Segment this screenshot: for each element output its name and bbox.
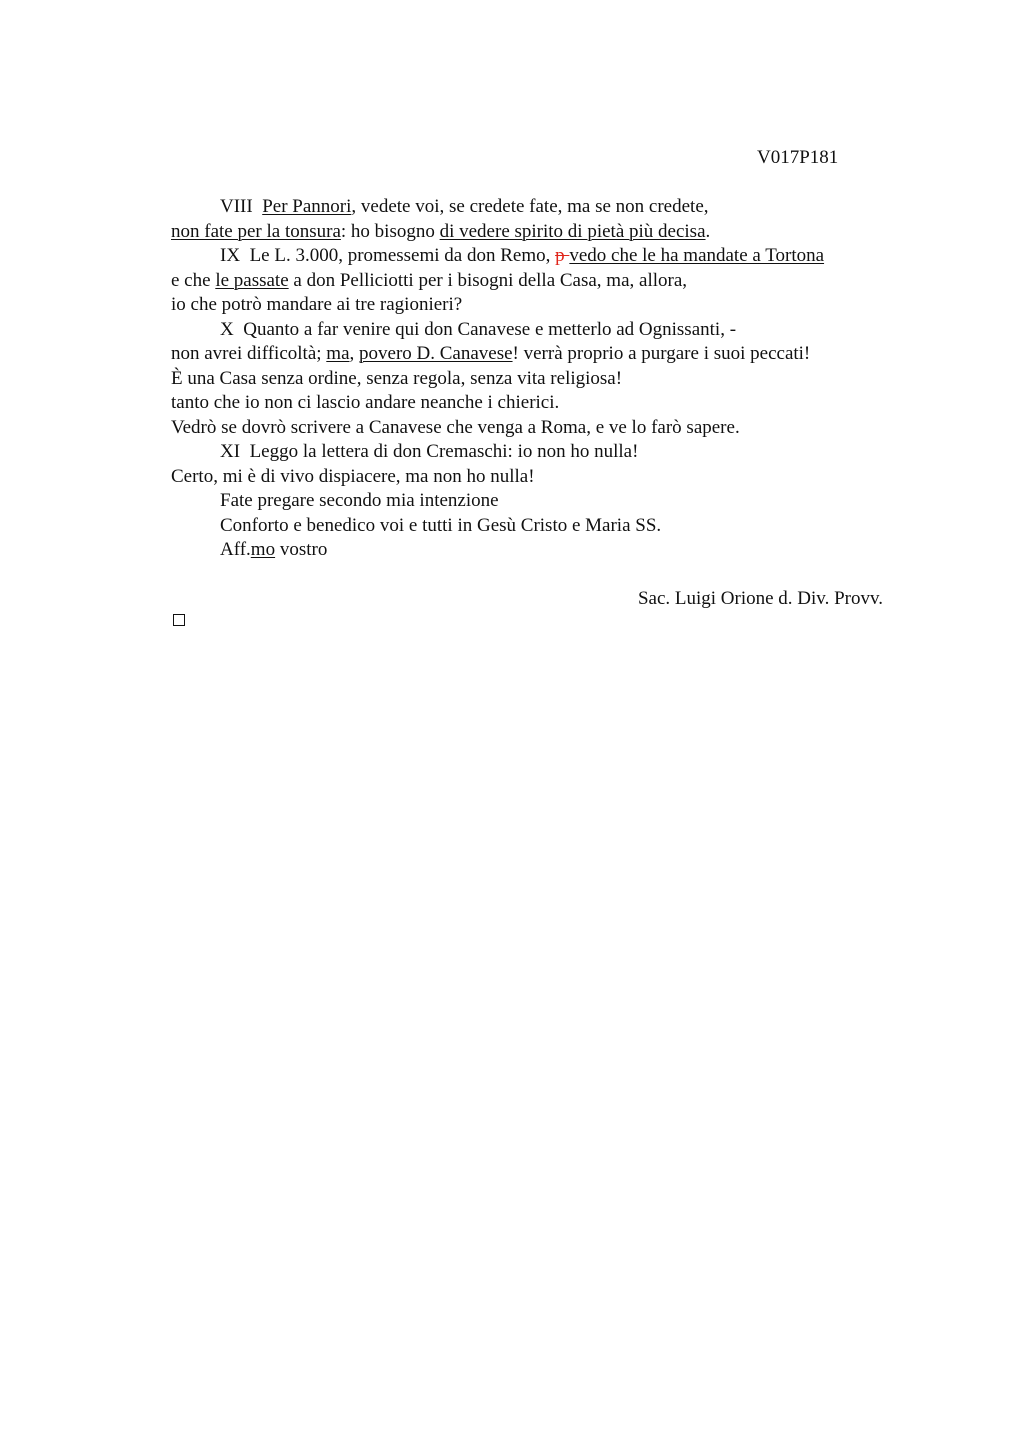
hollow-square-icon <box>173 614 185 626</box>
text-segment: ! verrà proprio a purgare i suoi peccati! <box>512 343 811 364</box>
underlined-le-passate: le passate <box>215 269 289 291</box>
text-segment: , <box>349 343 360 364</box>
section-number-ix: IX <box>220 245 241 266</box>
text-segment: Quanto a far venire qui don Canavese e metterlo ad Ognissanti, - <box>243 318 737 340</box>
letter-body <box>171 195 931 612</box>
paragraph-ix-line-2 <box>171 269 931 294</box>
text-segment: tanto che io non ci lascio andare neanche i chierici. <box>171 392 560 413</box>
text-segment: Le L. 3.000, promessemi da don Remo, <box>249 245 556 266</box>
text-segment: Aff. <box>220 539 251 560</box>
text-segment: non avrei difficoltà; <box>171 343 327 364</box>
paragraph-x-line-1 <box>171 318 931 343</box>
text-segment: e che <box>171 269 216 291</box>
text-segment: io che potrò mandare ai tre ragionieri? <box>171 294 463 315</box>
closing-line-prayer <box>171 489 931 514</box>
paragraph-xi-line-1 <box>171 440 931 465</box>
closing-line-valediction <box>171 538 931 563</box>
underlined-mo: mo <box>250 539 276 560</box>
text-segment: : ho bisogno <box>340 220 440 242</box>
text-segment: Conforto e benedico voi e tutti in Gesù Cristo e Maria SS. <box>220 514 662 536</box>
section-number-x: X <box>220 318 234 340</box>
paragraph-viii-line-2 <box>171 220 931 245</box>
spacer <box>171 563 931 588</box>
underlined-tonsura: non fate per la tonsura <box>171 220 341 242</box>
text-segment: Leggo la lettera di don Cremaschi: io non ho nulla! <box>249 441 639 462</box>
text-segment: . <box>705 220 711 242</box>
text-segment: , vedete voi, se credete fate, ma se non credete, <box>351 196 709 217</box>
deleted-text: p <box>555 245 570 266</box>
text-segment: a don Pelliciotti per i bisogni della Casa, ma, allora, <box>288 269 688 291</box>
underlined-mandate-a-tortona: vedo che le ha mandate a Tortona <box>569 245 825 266</box>
closing-line-blessing <box>171 514 931 539</box>
underlined-spirito-di-pieta: di vedere spirito di pietà più decisa <box>439 220 706 242</box>
section-number-xi: XI <box>220 441 241 462</box>
paragraph-viii-line-1 <box>171 195 931 220</box>
paragraph-x-line-4 <box>171 391 931 416</box>
signature: Sac. Luigi Orione d. Div. Provv. <box>637 588 883 609</box>
text-segment: Certo, mi è di vivo dispiacere, ma non ho nulla! <box>171 465 535 487</box>
text-segment: È una Casa senza ordine, senza regola, senza vita religiosa! <box>171 367 623 389</box>
text-segment: Vedrò se dovrò scrivere a Canavese che venga a Roma, e ve lo farò sapere. <box>171 416 740 438</box>
paragraph-ix-line-3 <box>171 293 931 318</box>
text-segment: vostro <box>275 539 328 560</box>
underlined-ma: ma <box>326 343 350 364</box>
underlined-per-pannori: Per Pannori <box>262 196 352 217</box>
section-number-viii: VIII <box>220 196 253 217</box>
paragraph-xi-line-2 <box>171 465 931 490</box>
paragraph-ix-line-1 <box>171 244 931 269</box>
paragraph-x-line-2 <box>171 342 931 367</box>
paragraph-x-line-3 <box>171 367 931 392</box>
paragraph-x-line-5 <box>171 416 931 441</box>
underlined-povero-canavese: povero D. Canavese <box>359 343 513 364</box>
text-segment: Fate pregare secondo mia intenzione <box>220 490 499 511</box>
page-reference: V017P181 <box>757 147 839 168</box>
